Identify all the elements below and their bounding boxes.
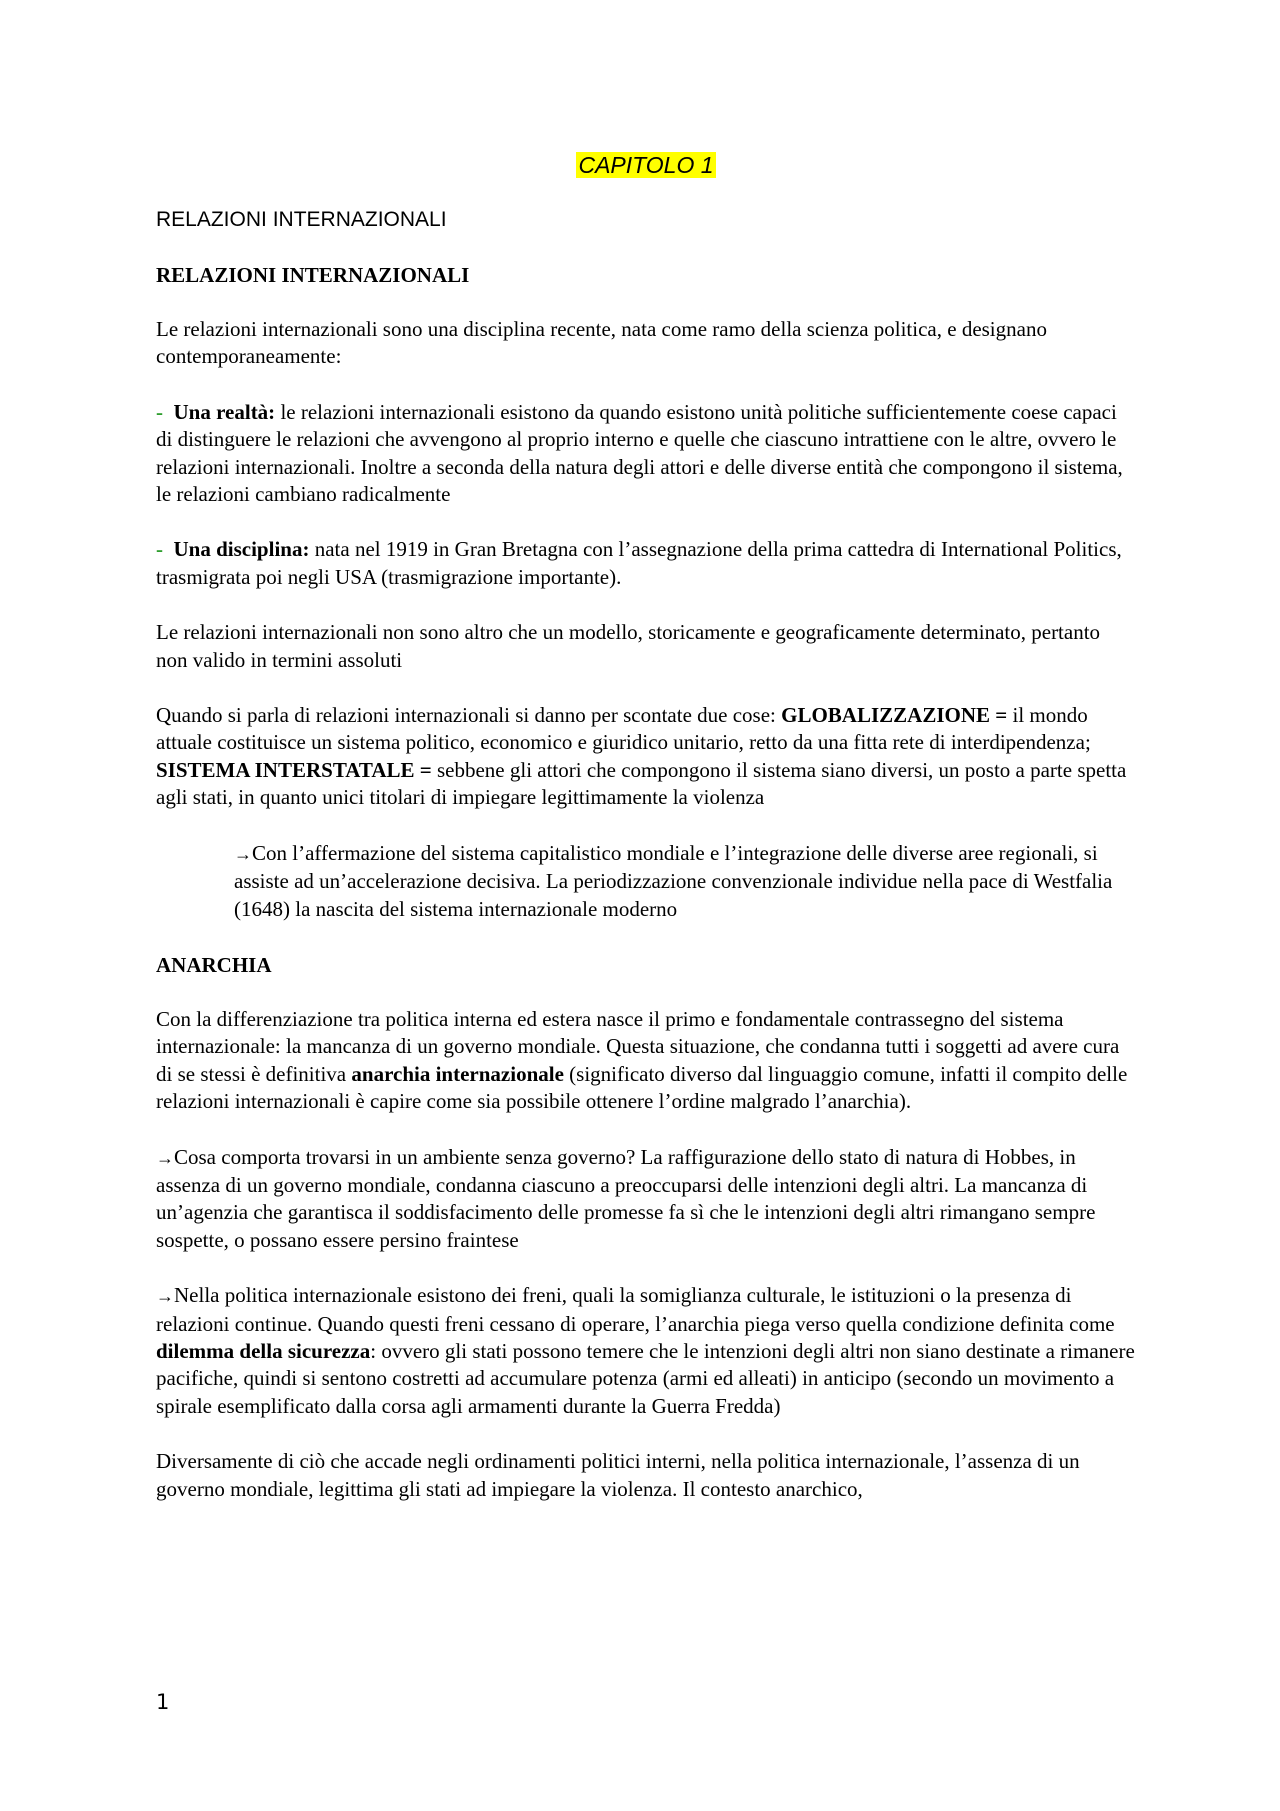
bullet-dash: -: [156, 399, 163, 424]
paragraph-freni: [156, 1282, 1136, 1420]
hobbes-text: Cosa comporta trovarsi in un ambiente senza governo? La raffigurazione dello stato di natura di Hobbes, in assenza di un governo mondiale, condanna ciascuno a preoccuparsi delle intenzioni degli altri. La mancanza di un’agenzia che garantisca il soddisfacimento delle promesse fa sì che le intenzioni degli altri rimangano sempre sospette, o possano essere persino fraintese: [156, 1144, 1096, 1252]
arrow-icon: →: [156, 1147, 174, 1168]
paragraph-anarchia: [156, 1006, 1136, 1116]
anarchia-text-1: Con la differenziazione tra politica interna ed estera nasce il primo e fondamentale contrassegno del sistema internazionale: la mancanza di un governo mondiale. Questa situazione, che condanna tutti i soggetti ad avere cura di se stessi è definitiva: [156, 1006, 1120, 1086]
bullet-realta-text: le relazioni internazionali esistono da quando esistono unità politiche sufficientemente coese capaci di distinguere le relazioni che avvengono al proprio interno e quelle che ciascuno intrattiene con le altre, ovvero le relazioni internazionali. Inoltre a seconda della natura degli attori e delle diverse entità che compongono il sistema, le relazioni cambiano radicalmente: [156, 399, 1123, 507]
paragraph-modello: Le relazioni internazionali non sono altro che un modello, storicamente e geograficamente determinato, pertanto non valido in termini assoluti: [156, 620, 1101, 672]
arrow-icon: →: [156, 1286, 174, 1307]
anarchia-text-2: (significato diverso dal linguaggio comune, infatti il compito delle relazioni internazionali è capire come sia possibile ottenere l’ordine malgrado l’anarchia).: [156, 1061, 1128, 1114]
heading-anarchia: ANARCHIA: [156, 952, 272, 977]
glob-text-3: sebbene gli attori che compongono il sistema siano diversi, un posto a parte spetta agli stati, in quanto unici titolari di impiegare legittimamente la violenza: [156, 757, 1127, 810]
paragraph-globalizzazione: [156, 702, 1136, 812]
chapter-heading-wrap: [156, 150, 1136, 180]
arrow-icon: →: [234, 843, 252, 864]
bullet-realta-label: Una realtà:: [173, 399, 276, 424]
heading-relazioni: RELAZIONI INTERNAZIONALI: [156, 263, 470, 287]
anarchia-bold: anarchia internazionale: [351, 1061, 564, 1086]
bullet-dash: -: [156, 537, 163, 562]
freni-bold: dilemma della sicurezza: [156, 1338, 371, 1363]
bullet-disciplina-text: nata nel 1919 in Gran Bretagna con l’assegnazione della prima cattedra di International Politics, trasmigrata poi negli USA (trasmigrazione importante).: [156, 537, 1122, 589]
page-content: [156, 150, 1136, 1503]
bullet-disciplina-label: Una disciplina:: [173, 537, 310, 562]
glob-text-2: il mondo attuale costituisce un sistema politico, economico e giuridico unitario, retto da una fitta rete di interdipendenza;: [156, 703, 1091, 755]
intro-paragraph: Le relazioni internazionali sono una disciplina recente, nata come ramo della scienza politica, e designano contemporaneamente:: [156, 317, 1047, 369]
paragraph-hobbes: [156, 1144, 1136, 1255]
chapter-title: CAPITOLO 1: [578, 152, 714, 178]
bullet-disciplina: [156, 536, 1136, 591]
glob-bold-sistema: SISTEMA INTERSTATALE =: [156, 757, 432, 782]
glob-bold-globalizzazione: GLOBALIZZAZIONE =: [781, 703, 1008, 728]
glob-text-1: Quando si parla di relazioni internazionali si danno per scontate due cose:: [156, 703, 782, 728]
bullet-realta: [156, 399, 1136, 509]
section-title: RELAZIONI INTERNAZIONALI: [156, 208, 447, 231]
freni-text-2: : ovvero gli stati possono temere che le intenzioni degli altri non siano destinate a rimanere pacifiche, quindi si sentono costretti ad accumulare potenza (armi ed alleati) in anticipo (secondo un movimento a spirale esemplificato dalla corsa agli armamenti durante la Guerra Fredda): [156, 1338, 1135, 1418]
paragraph-violenza: Diversamente di ciò che accade negli ordinamenti politici interni, nella politica internazionale, l’assenza di un governo mondiale, legittima gli stati ad impiegare la violenza. Il contesto anarchico,: [156, 1449, 1080, 1501]
page-number: 1: [156, 1690, 170, 1714]
paragraph-westfalia: [234, 840, 1136, 923]
westfalia-text: Con l’affermazione del sistema capitalistico mondiale e l’integrazione delle diverse aree regionali, si assiste ad un’accelerazione decisiva. La periodizzazione convenzionale individue nella pace di Westfalia (1648) la nascita del sistema internazionale moderno: [234, 840, 1113, 921]
freni-text-1: Nella politica internazionale esistono dei freni, quali la somiglianza culturale, le istituzioni o la presenza di relazioni continue. Quando questi freni cessano di operare, l’anarchia piega verso quella condizione definita come: [156, 1283, 1115, 1336]
